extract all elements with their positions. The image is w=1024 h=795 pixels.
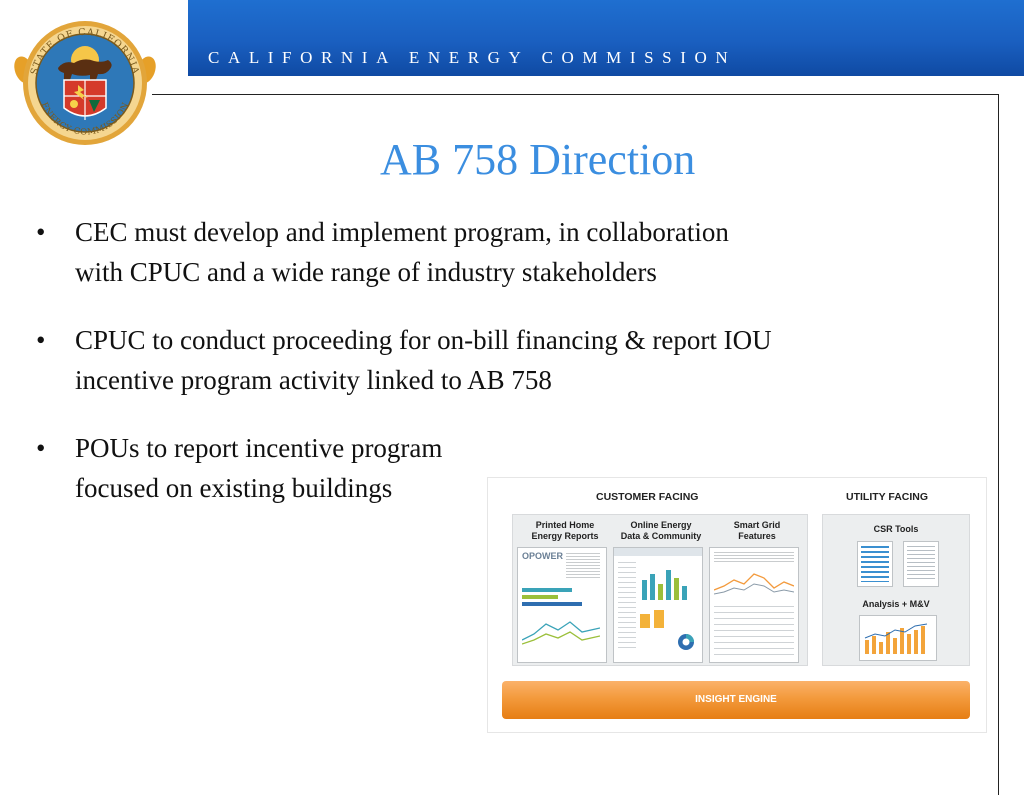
bullet-item	[34, 320, 774, 400]
csr-tools-label: CSR Tools	[873, 524, 919, 534]
home-reports-label: Printed Home Energy Reports	[531, 520, 599, 541]
csr-thumbnail-1	[857, 541, 893, 587]
customer-facing-panel	[512, 514, 808, 666]
bullet-marker: •	[36, 325, 46, 355]
analysis-thumbnail	[859, 615, 937, 661]
csr-thumbnail-2	[903, 541, 939, 587]
online-energy-label: Online Energy Data & Community	[620, 520, 702, 541]
opower-platform-diagram	[487, 477, 987, 733]
online-energy-thumbnail	[613, 547, 703, 663]
bullet-text: CEC must develop and implement program, in collaboration with CPUC and a wide range of industry stakeholders	[75, 217, 729, 287]
customer-facing-label: CUSTOMER FACING	[596, 491, 699, 503]
svg-text:STATE OF CALIFORNIA: STATE OF CALIFORNIA	[28, 26, 142, 77]
bullet-marker: •	[36, 433, 46, 463]
bullet-item	[34, 428, 475, 508]
smart-grid-thumbnail	[709, 547, 799, 663]
bullet-text: CPUC to conduct proceeding for on-bill financing & report IOU incentive program activity linked to AB 758	[75, 325, 772, 395]
insight-engine-bar: INSIGHT ENGINE	[502, 681, 970, 719]
commission-seal-logo	[14, 12, 156, 154]
opower-logo: OPOWER	[522, 551, 564, 561]
analysis-label: Analysis + M&V	[862, 599, 930, 609]
header-title: CALIFORNIA ENERGY COMMISSION	[208, 48, 737, 67]
smart-grid-label: Smart Grid Features	[733, 520, 781, 541]
slide-title: AB 758 Direction	[380, 135, 696, 184]
home-report-thumbnail	[517, 547, 607, 663]
svg-text:ENERGY COMMISSION: ENERGY COMMISSION	[38, 100, 132, 138]
utility-facing-panel	[822, 514, 970, 666]
bullet-item	[34, 212, 774, 292]
bullet-marker: •	[36, 217, 46, 247]
utility-facing-label: UTILITY FACING	[846, 491, 929, 503]
bullet-text: POUs to report incentive program focused on existing buildings	[75, 433, 443, 503]
